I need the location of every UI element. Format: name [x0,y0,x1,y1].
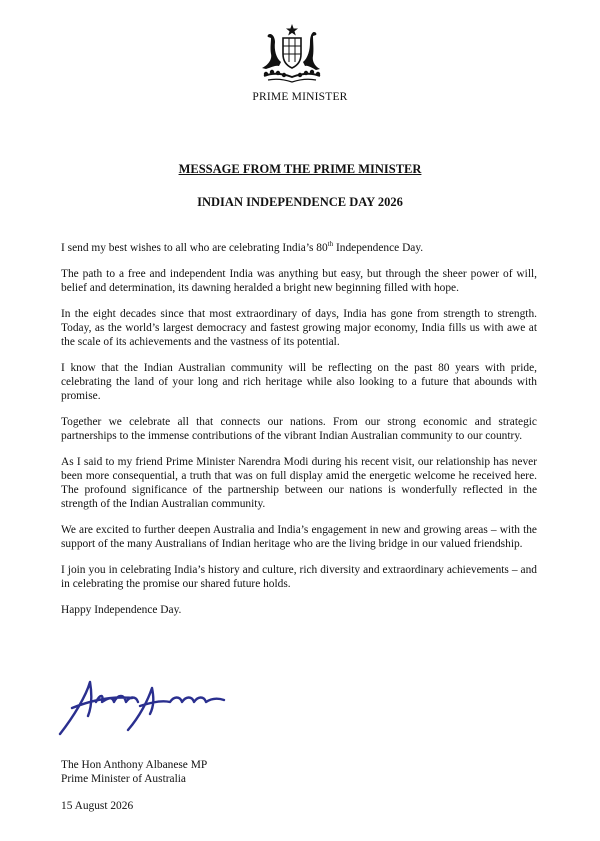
office-label: PRIME MINISTER [252,91,348,103]
signatory-name: The Hon Anthony Albanese MP [61,759,208,771]
paragraph-1 [61,237,537,255]
paragraph-6: As I said to my friend Prime Minister Narendra Modi during his recent visit, our relationship has never been more consequential, a truth that was on full display amid the energetic welcome he received here. The profound significance of the partnership between our nations is wonderfully reflected in the strength of the Indian Australian community. [61,455,537,510]
paragraph-2: The path to a free and independent India was anything but easy, but through the sheer power of will, belief and determination, its dawning heralded a bright new beginning filled with hope. [61,267,537,294]
paragraph-7: We are excited to further deepen Australia and India’s engagement in new and growing areas – with the support of the many Australians of Indian heritage who are the living bridge in our valued friendship. [61,523,537,550]
paragraph-8: I join you in celebrating India’s history and culture, rich diversity and extraordinary achievements – and in celebrating the promise our shared future holds. [61,563,537,590]
paragraph-3: In the eight decades since that most extraordinary of days, India has gone from strength to strength. Today, as the world’s largest democracy and fastest growing major economy, India fills us with awe at the scale of its achievements and the vastness of its potential. [61,307,537,348]
signatory-role: Prime Minister of Australia [61,773,186,785]
paragraph-4: I know that the Indian Australian community will be reflecting on the past 80 years with pride, celebrating the land of your long and rich heritage while also looking to a future that abounds with promise. [61,361,537,402]
signature [52,672,242,744]
closing-line: Happy Independence Day. [61,603,182,616]
signoff-block [61,758,207,786]
paragraph-5: Together we celebrate all that connects our nations. From our strong economic and strategic partnerships to the immense contributions of the vibrant Indian Australian community to our country. [61,415,537,442]
paragraph-1-text-end: Independence Day. [333,241,424,254]
letter-body [61,237,537,629]
letter-subtitle: INDIAN INDEPENDENCE DAY 2026 [197,195,403,209]
letter-title: MESSAGE FROM THE PRIME MINISTER [178,162,422,176]
paragraph-1-text: I send my best wishes to all who are celebrating India’s 80 [61,241,328,254]
coat-of-arms-icon [250,22,334,86]
letter-date: 15 August 2026 [61,800,134,812]
ordinal-suffix: th [327,240,334,248]
